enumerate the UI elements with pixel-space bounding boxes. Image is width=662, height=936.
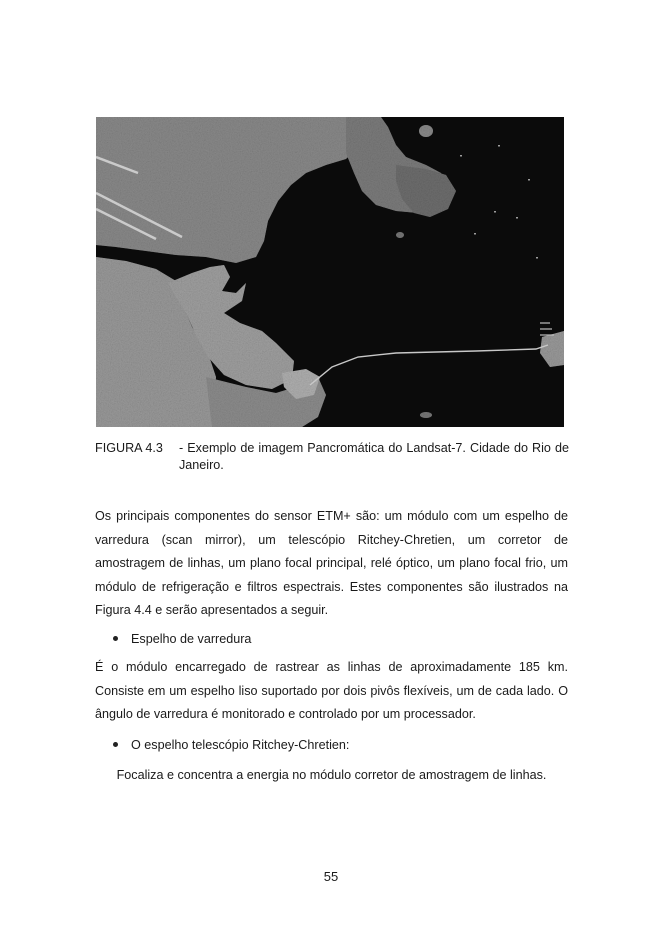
bullet-dot-icon [113, 636, 118, 641]
page-number: 55 [323, 869, 339, 884]
bullet-item-scan-mirror [113, 631, 251, 648]
paragraph-etm-components: Os principais componentes do sensor ETM+ são: um módulo com um espelho de varredura (scan mirror), um telescópio Ritchey-Chretien, um corretor de amostragem de linhas, um plano focal principal, relé óptico, um plano focal frio, um módulo de refrigeração e filtros espectrais. Estes componentes são ilustrados na Figura 4.4 e serão apresentados a seguir. [95, 509, 568, 618]
paragraph-telescope: Focaliza e concentra a energia no módulo corretor de amostragem de linhas. [116, 768, 547, 782]
paragraph-scan-mirror: É o módulo encarregado de rastrear as linhas de aproximadamente 185 km. Consiste em um espelho liso suportado por dois pivôs flexíveis, um de cada lado. O ângulo de varredura é monitorado e controlado por um processador. [95, 660, 568, 722]
satellite-image [96, 117, 564, 427]
bullet-item-telescope [113, 737, 349, 754]
bullet-dot-icon [113, 742, 118, 747]
bullet-text: O espelho telescópio Ritchey-Chretien: [131, 738, 350, 752]
figure-caption-text: - Exemplo de imagem Pancromática do Landsat-7. Cidade do Rio de Janeiro. [179, 441, 569, 472]
bullet-text: Espelho de varredura [131, 632, 252, 646]
figure-label: FIGURA 4.3 [95, 441, 163, 455]
